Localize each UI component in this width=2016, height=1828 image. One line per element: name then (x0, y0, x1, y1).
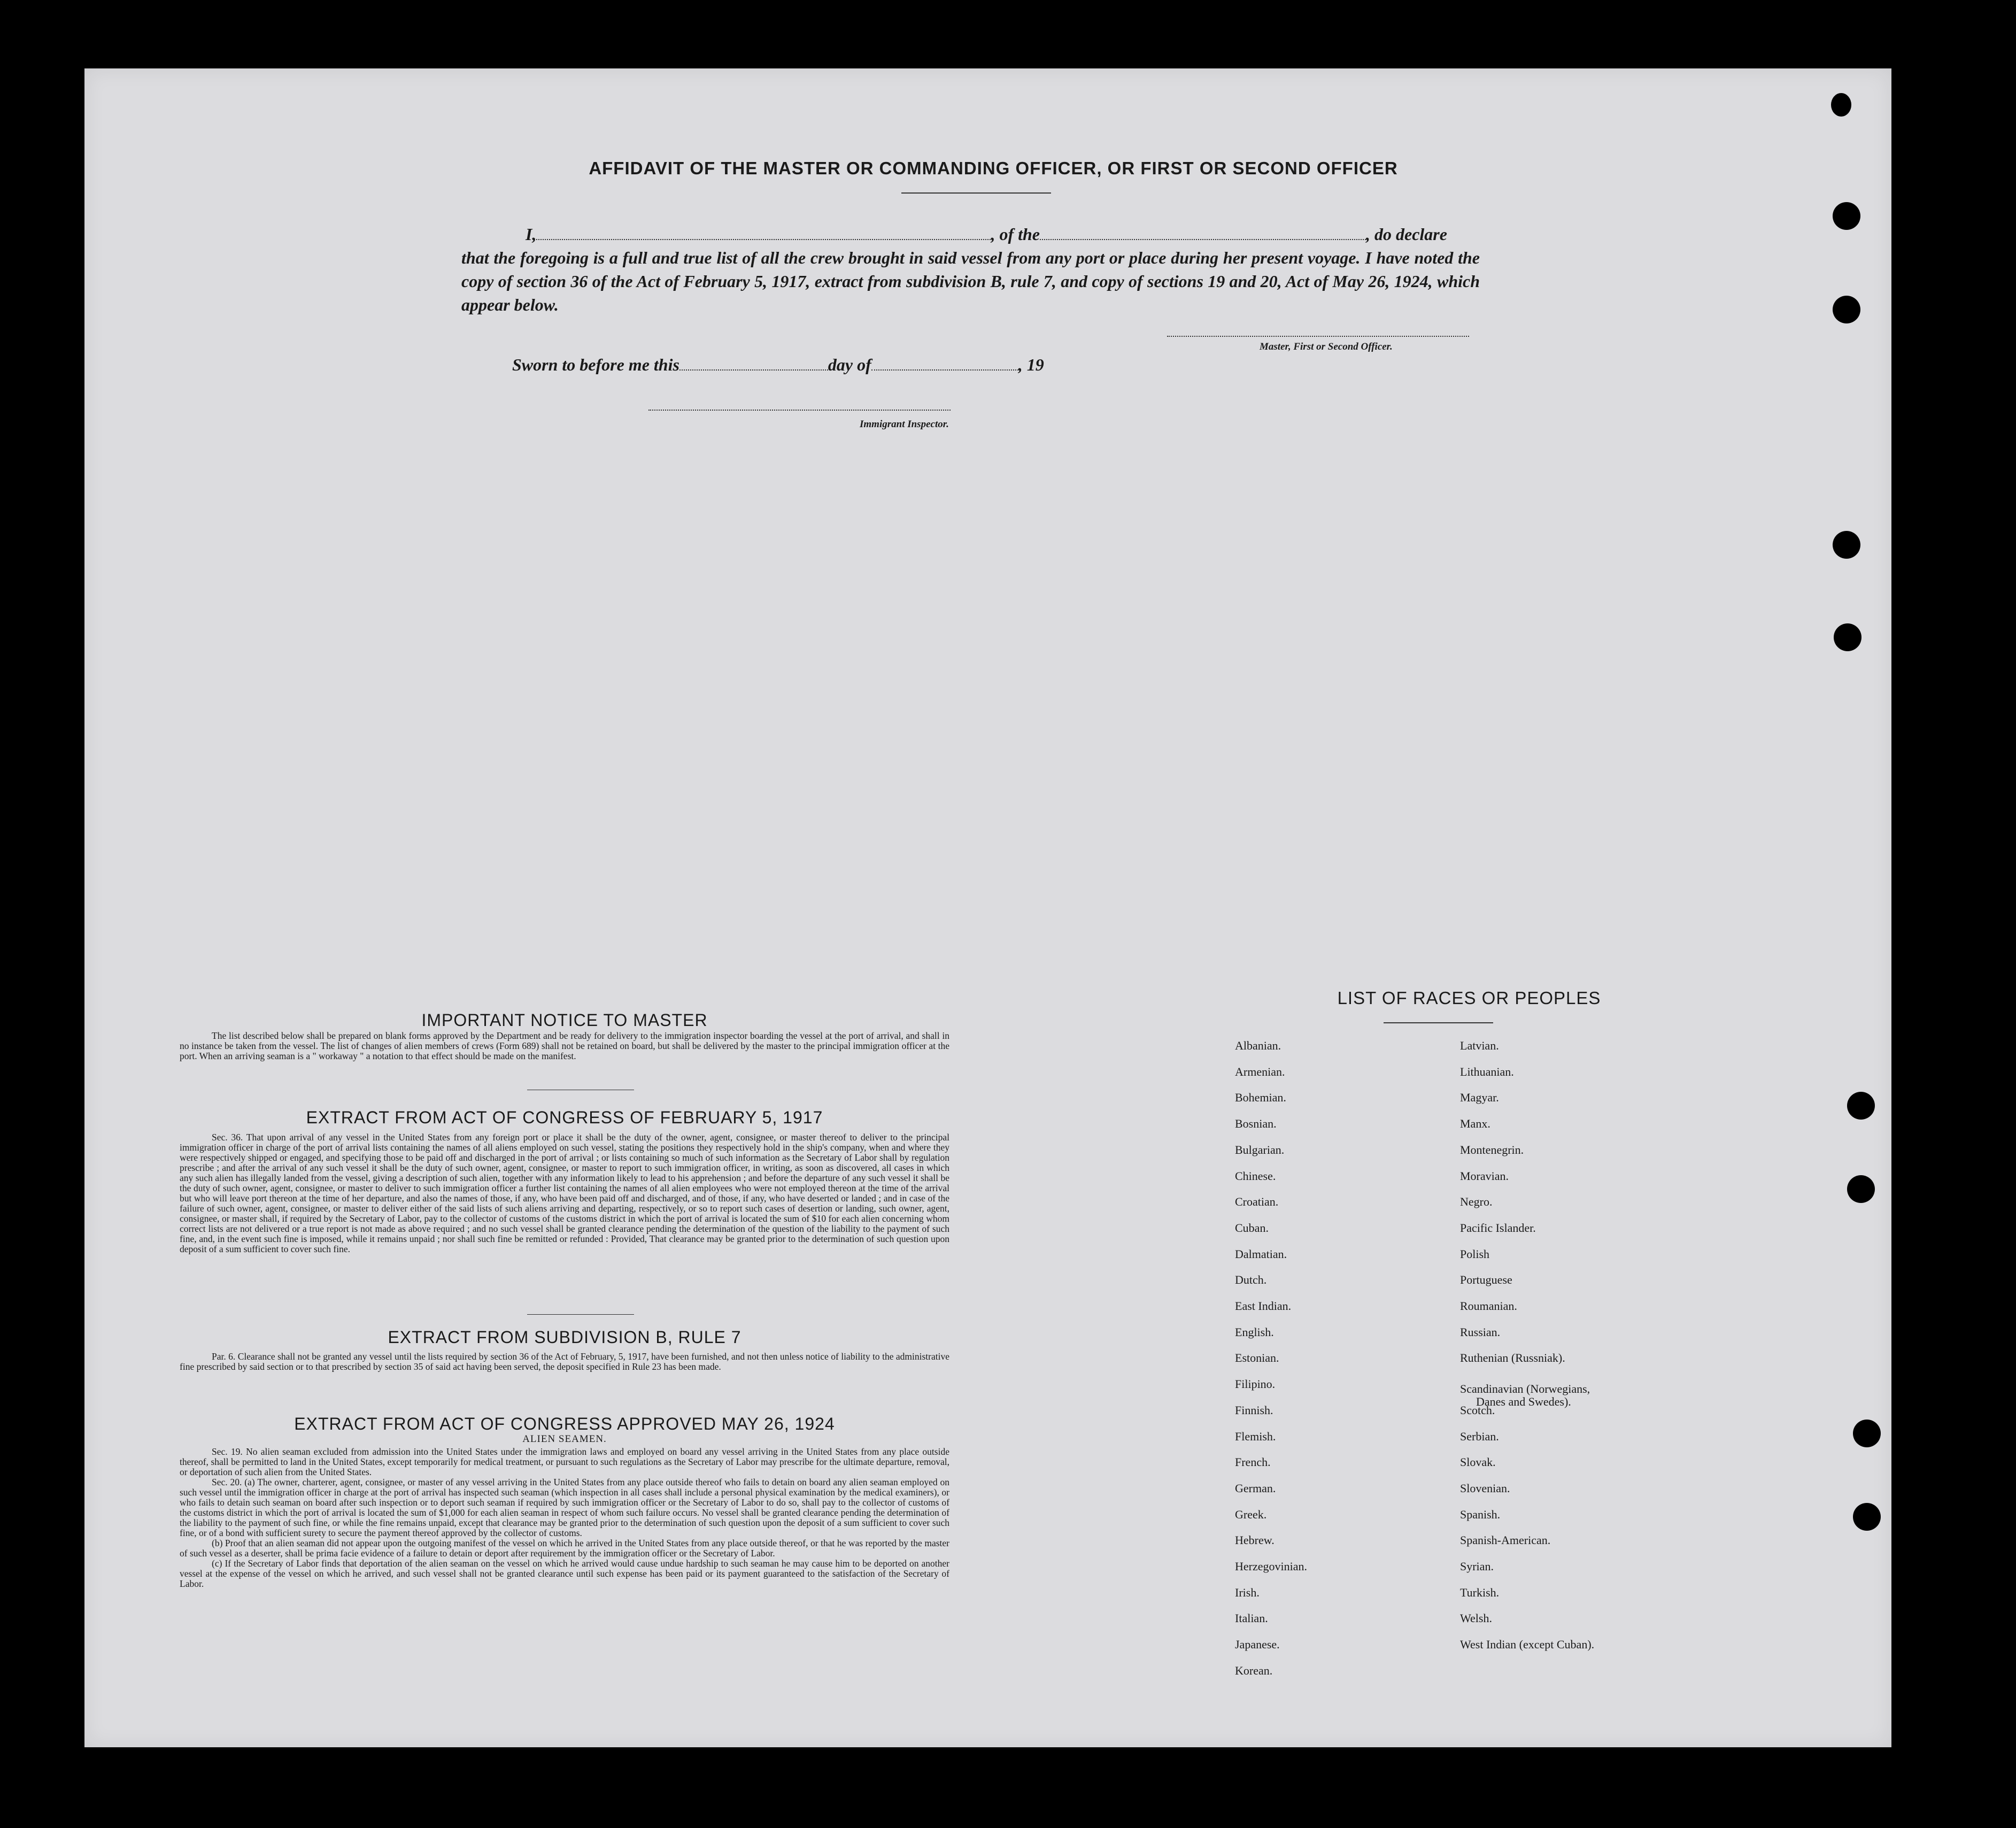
race-item: Ruthenian (Russniak). (1460, 1351, 1565, 1364)
race-item: Dalmatian. (1235, 1247, 1287, 1261)
race-item: Dutch. (1235, 1273, 1267, 1286)
notice-title: IMPORTANT NOTICE TO MASTER (421, 1011, 708, 1030)
race-item: Danes and Swedes). (1476, 1395, 1571, 1408)
race-item: Roumanian. (1460, 1299, 1517, 1313)
race-item: Bohemian. (1235, 1091, 1286, 1104)
par6-text: Clearance shall not be granted any vessel until the lists required by section 36 of the Act of February, 5, 1917, have been furnished, and not then unless notice of liability to the administrative fine prescribed by said section or to that prescribed by section 35 of said act having been served, the deposit specified in Rule 23 has been made. (180, 1351, 949, 1372)
form-sheet (84, 68, 1891, 1747)
race-item: Slovak. (1460, 1455, 1496, 1469)
race-item: Polish (1460, 1247, 1490, 1261)
race-item: Negro. (1460, 1195, 1493, 1208)
sec19-label: Sec. 19. (212, 1446, 243, 1457)
binder-hole (1834, 623, 1861, 651)
race-item: Irish. (1235, 1586, 1260, 1599)
race-item: Chinese. (1235, 1169, 1276, 1183)
race-item: Korean. (1235, 1664, 1273, 1677)
race-item: Serbian. (1460, 1430, 1499, 1443)
race-item: Scotch. (1460, 1403, 1495, 1417)
sec19-text: No alien seaman excluded from admission into the United States under the immigration laws and employed on board any vessel arriving in the United States from any place outside thereof, shall be permitted to land in the United States, except temporarily for medical treatment, or pursuant to such regulations as the Secretary of Labor may prescribe for the ultimate departure, removal, or deportation of such alien from the United States. (180, 1446, 949, 1477)
alien-seamen-subtitle: ALIEN SEAMEN. (522, 1433, 607, 1445)
race-item: Bosnian. (1235, 1117, 1277, 1130)
sworn-prefix: Sworn to before me this (512, 355, 679, 374)
binder-hole (1831, 93, 1851, 117)
sec36-label: Sec. 36. (212, 1132, 243, 1143)
binder-hole (1853, 1420, 1881, 1447)
race-item: French. (1235, 1455, 1271, 1469)
race-item: Croatian. (1235, 1195, 1279, 1208)
binder-hole (1833, 531, 1860, 559)
declaration-text: that the foregoing is a full and true list of all the crew brought in said vessel from any port or place during her present voyage. I have noted the copy of section 36 of the Act of February 5, 1917, extract from subdivision B, rule 7, and copy of sections 19 and 20, Act of May 26, 1924, which appear below. (461, 248, 1480, 314)
extract-1917-rule (527, 1314, 634, 1315)
race-item: Greek. (1235, 1508, 1267, 1521)
extract-1924-title: EXTRACT FROM ACT OF CONGRESS APPROVED MAY 26, 1924 (294, 1414, 835, 1433)
race-item: Bulgarian. (1235, 1143, 1285, 1156)
binder-hole (1833, 296, 1860, 323)
race-item: Welsh. (1460, 1611, 1492, 1625)
inspector-signature-line[interactable] (648, 410, 951, 411)
sworn-line (512, 355, 1044, 375)
notice-paragraph: The list described below shall be prepared on blank forms approved by the Department and be ready for delivery to the immigration inspector boarding the vessel at the port of arrival, and shall in no instance be taken from the vessel. The list of changes of alien members of crews (Form 689) shall not be retained on board, but shall be delivered by the master to the principal immigration officer at the port. When an arriving seaman is a " workaway " a notation to that effect should be made on the manifest. (180, 1030, 949, 1061)
races-title: LIST OF RACES OR PEOPLES (1337, 988, 1601, 1008)
par6-label: Par. 6. (212, 1351, 236, 1362)
race-item: West Indian (except Cuban). (1460, 1638, 1595, 1651)
extract-1917-title: EXTRACT FROM ACT OF CONGRESS OF FEBRUARY 5, 1917 (306, 1108, 823, 1127)
race-item: German. (1235, 1482, 1276, 1495)
i-label: I, (526, 225, 537, 244)
race-item: Slovenian. (1460, 1482, 1510, 1495)
sworn-day-blank[interactable] (679, 356, 828, 371)
binder-hole (1833, 202, 1860, 230)
extract-1924-text (180, 1447, 949, 1589)
race-item: Turkish. (1460, 1586, 1500, 1599)
race-item: Portuguese (1460, 1273, 1512, 1286)
sec20c-text: (c) If the Secretary of Labor finds that deportation of the alien seaman on the vessel on which he arrived would cause undue hardship to such seaman he may cause him to be deported on another vessel at the expense of the vessel on which he arrived, and such vessel shall not be granted clearance until such expense has been paid or its payment guaranteed to the satisfaction of the Secretary of Labor. (180, 1558, 949, 1589)
race-item: Latvian. (1460, 1039, 1499, 1052)
sworn-month-blank[interactable] (871, 356, 1018, 371)
race-item: Montenegrin. (1460, 1143, 1524, 1156)
race-item: Pacific Islander. (1460, 1221, 1536, 1235)
vessel-blank[interactable] (1040, 225, 1366, 240)
sec20b-text: (b) Proof that an alien seaman did not appear upon the outgoing manifest of the vessel on which he arrived in the United States from any place outside thereof, or that he was reported by the master of such vessel as a deserter, shall be prima facie evidence of a failure to detain or deport after requirement by the immigration officer or the Secretary of Labor. (180, 1538, 949, 1559)
sec20a-text: (a) The owner, charterer, agent, consignee, or master of any vessel arriving in the United States from any place outside thereof who fails to detain on board any alien seaman employed on such vessel until the immigration officer in charge at the port of arrival has inspected such seaman (which inspection in all cases shall include a personal physical examination by the medical examiners), or who fails to detain such seaman on board after such inspection or to deport such seaman if required by such immigration officer or the Secretary of Labor to do so, shall pay to the collector of customs of the customs district in which the port of arrival is located the sum of $1,000 for each alien seaman in respect of whom such failure occurs. No vessel shall be granted clearance pending the determination of the liability to the payment of such fine, or while the fine remains unpaid, except that clearance may be granted prior to the determination of such question upon the deposit of a sum sufficient to cover such fine, or of a bond with sufficient surety to secure the payment thereof approved by the collector of customs. (180, 1477, 949, 1538)
race-item: Armenian. (1235, 1065, 1285, 1078)
sworn-day-label: day of (828, 355, 871, 374)
race-item: Hebrew. (1235, 1533, 1275, 1547)
subdivision-b-title: EXTRACT FROM SUBDIVISION B, RULE 7 (388, 1328, 741, 1347)
master-signature-line[interactable] (1167, 336, 1469, 337)
name-blank[interactable] (536, 225, 991, 240)
race-item: Magyar. (1460, 1091, 1499, 1104)
subdivision-b-text (180, 1352, 949, 1372)
race-item: Herzegovinian. (1235, 1560, 1307, 1573)
race-item: Syrian. (1460, 1560, 1494, 1573)
extract-1917-text (180, 1132, 949, 1254)
race-item: Lithuanian. (1460, 1065, 1514, 1078)
binder-hole (1847, 1175, 1875, 1203)
race-item: Russian. (1460, 1325, 1501, 1339)
race-item: Japanese. (1235, 1638, 1280, 1651)
race-item: Albanian. (1235, 1039, 1281, 1052)
master-label: Master, First or Second Officer. (1260, 341, 1393, 352)
affidavit-body (461, 222, 1480, 317)
race-item: Scandinavian (Norwegians, (1460, 1382, 1590, 1395)
binder-hole (1853, 1503, 1881, 1531)
sec20-label: Sec. 20. (212, 1477, 242, 1487)
race-item: English. (1235, 1325, 1274, 1339)
affidavit-title: AFFIDAVIT OF THE MASTER OR COMMANDING OFFICER, OR FIRST OR SECOND OFFICER (589, 158, 1398, 178)
notice-text (180, 1031, 949, 1061)
race-item: Spanish-American. (1460, 1533, 1551, 1547)
race-item: East Indian. (1235, 1299, 1292, 1313)
race-item: Flemish. (1235, 1430, 1276, 1443)
do-declare-label: , do declare (1366, 225, 1447, 244)
sec36-text: That upon arrival of any vessel in the United States from any foreign port or place it shall be the duty of the owner, agent, consignee, or master thereof to deliver to the principal immigration officer in charge of the port of arrival lists containing the names of all aliens employed on such vessel, stating the positions they respectively hold in the ship's company, when and where they were respectively shipped or engaged, and specifying those to be paid off and discharged in the port of arrival ; or lists containing so much of such information as the Secretary of Labor shall by regulation prescribe ; and after the arrival of any such vessel it shall be the duty of such owner, agent, consignee, or master to report to such immigration officer, in writing, as soon as discovered, all cases in which any such alien has illegally landed from the vessel, giving a description of such alien, together with any information likely to lead to his apprehension ; and before the departure of any such vessel it shall be the duty of such owner, agent, consignee, or master to deliver to such immigration officer a further list containing the names of all alien employees who were not employed thereon at the time of the arrival but who will leave port thereon at the time of her departure, and also the names of those, if any, who have been paid off and discharged, and of those, if any, who have deserted or landed ; and in case of the failure of such owner, agent, consignee, or master to deliver either of the said lists of such aliens arriving and departing, respectively, or so to report such cases of desertion or landing, such owner, agent, consignee, or master shall, if required by the Secretary of Labor, pay to the collector of customs of the customs district in which the port of arrival is located the sum of $10 for each alien concerning whom correct lists are not delivered or a true report is not made as above required ; and no such vessel shall be granted clearance pending the determination of the question of the liability to the payment of such fine, and, in the event such fine is imposed, while it remains unpaid ; nor shall such fine be remitted or refunded : Provided, That clearance may be granted prior to the determination of such question upon deposit of a sum sufficient to cover such fine. (180, 1132, 949, 1254)
inspector-label: Immigrant Inspector. (860, 419, 949, 430)
of-the-label: , of the (991, 225, 1040, 244)
title-rule (901, 192, 1051, 194)
race-item: Filipino. (1235, 1377, 1276, 1391)
race-item: Cuban. (1235, 1221, 1269, 1235)
sworn-year-label: , 19 (1018, 355, 1044, 374)
race-item: Estonian. (1235, 1351, 1279, 1364)
race-item: Italian. (1235, 1611, 1268, 1625)
binder-hole (1847, 1092, 1875, 1120)
race-item: Moravian. (1460, 1169, 1509, 1183)
race-item: Finnish. (1235, 1403, 1273, 1417)
race-item: Spanish. (1460, 1508, 1501, 1521)
declaration-line (461, 222, 1480, 246)
races-rule (1384, 1022, 1493, 1023)
race-item: Manx. (1460, 1117, 1490, 1130)
